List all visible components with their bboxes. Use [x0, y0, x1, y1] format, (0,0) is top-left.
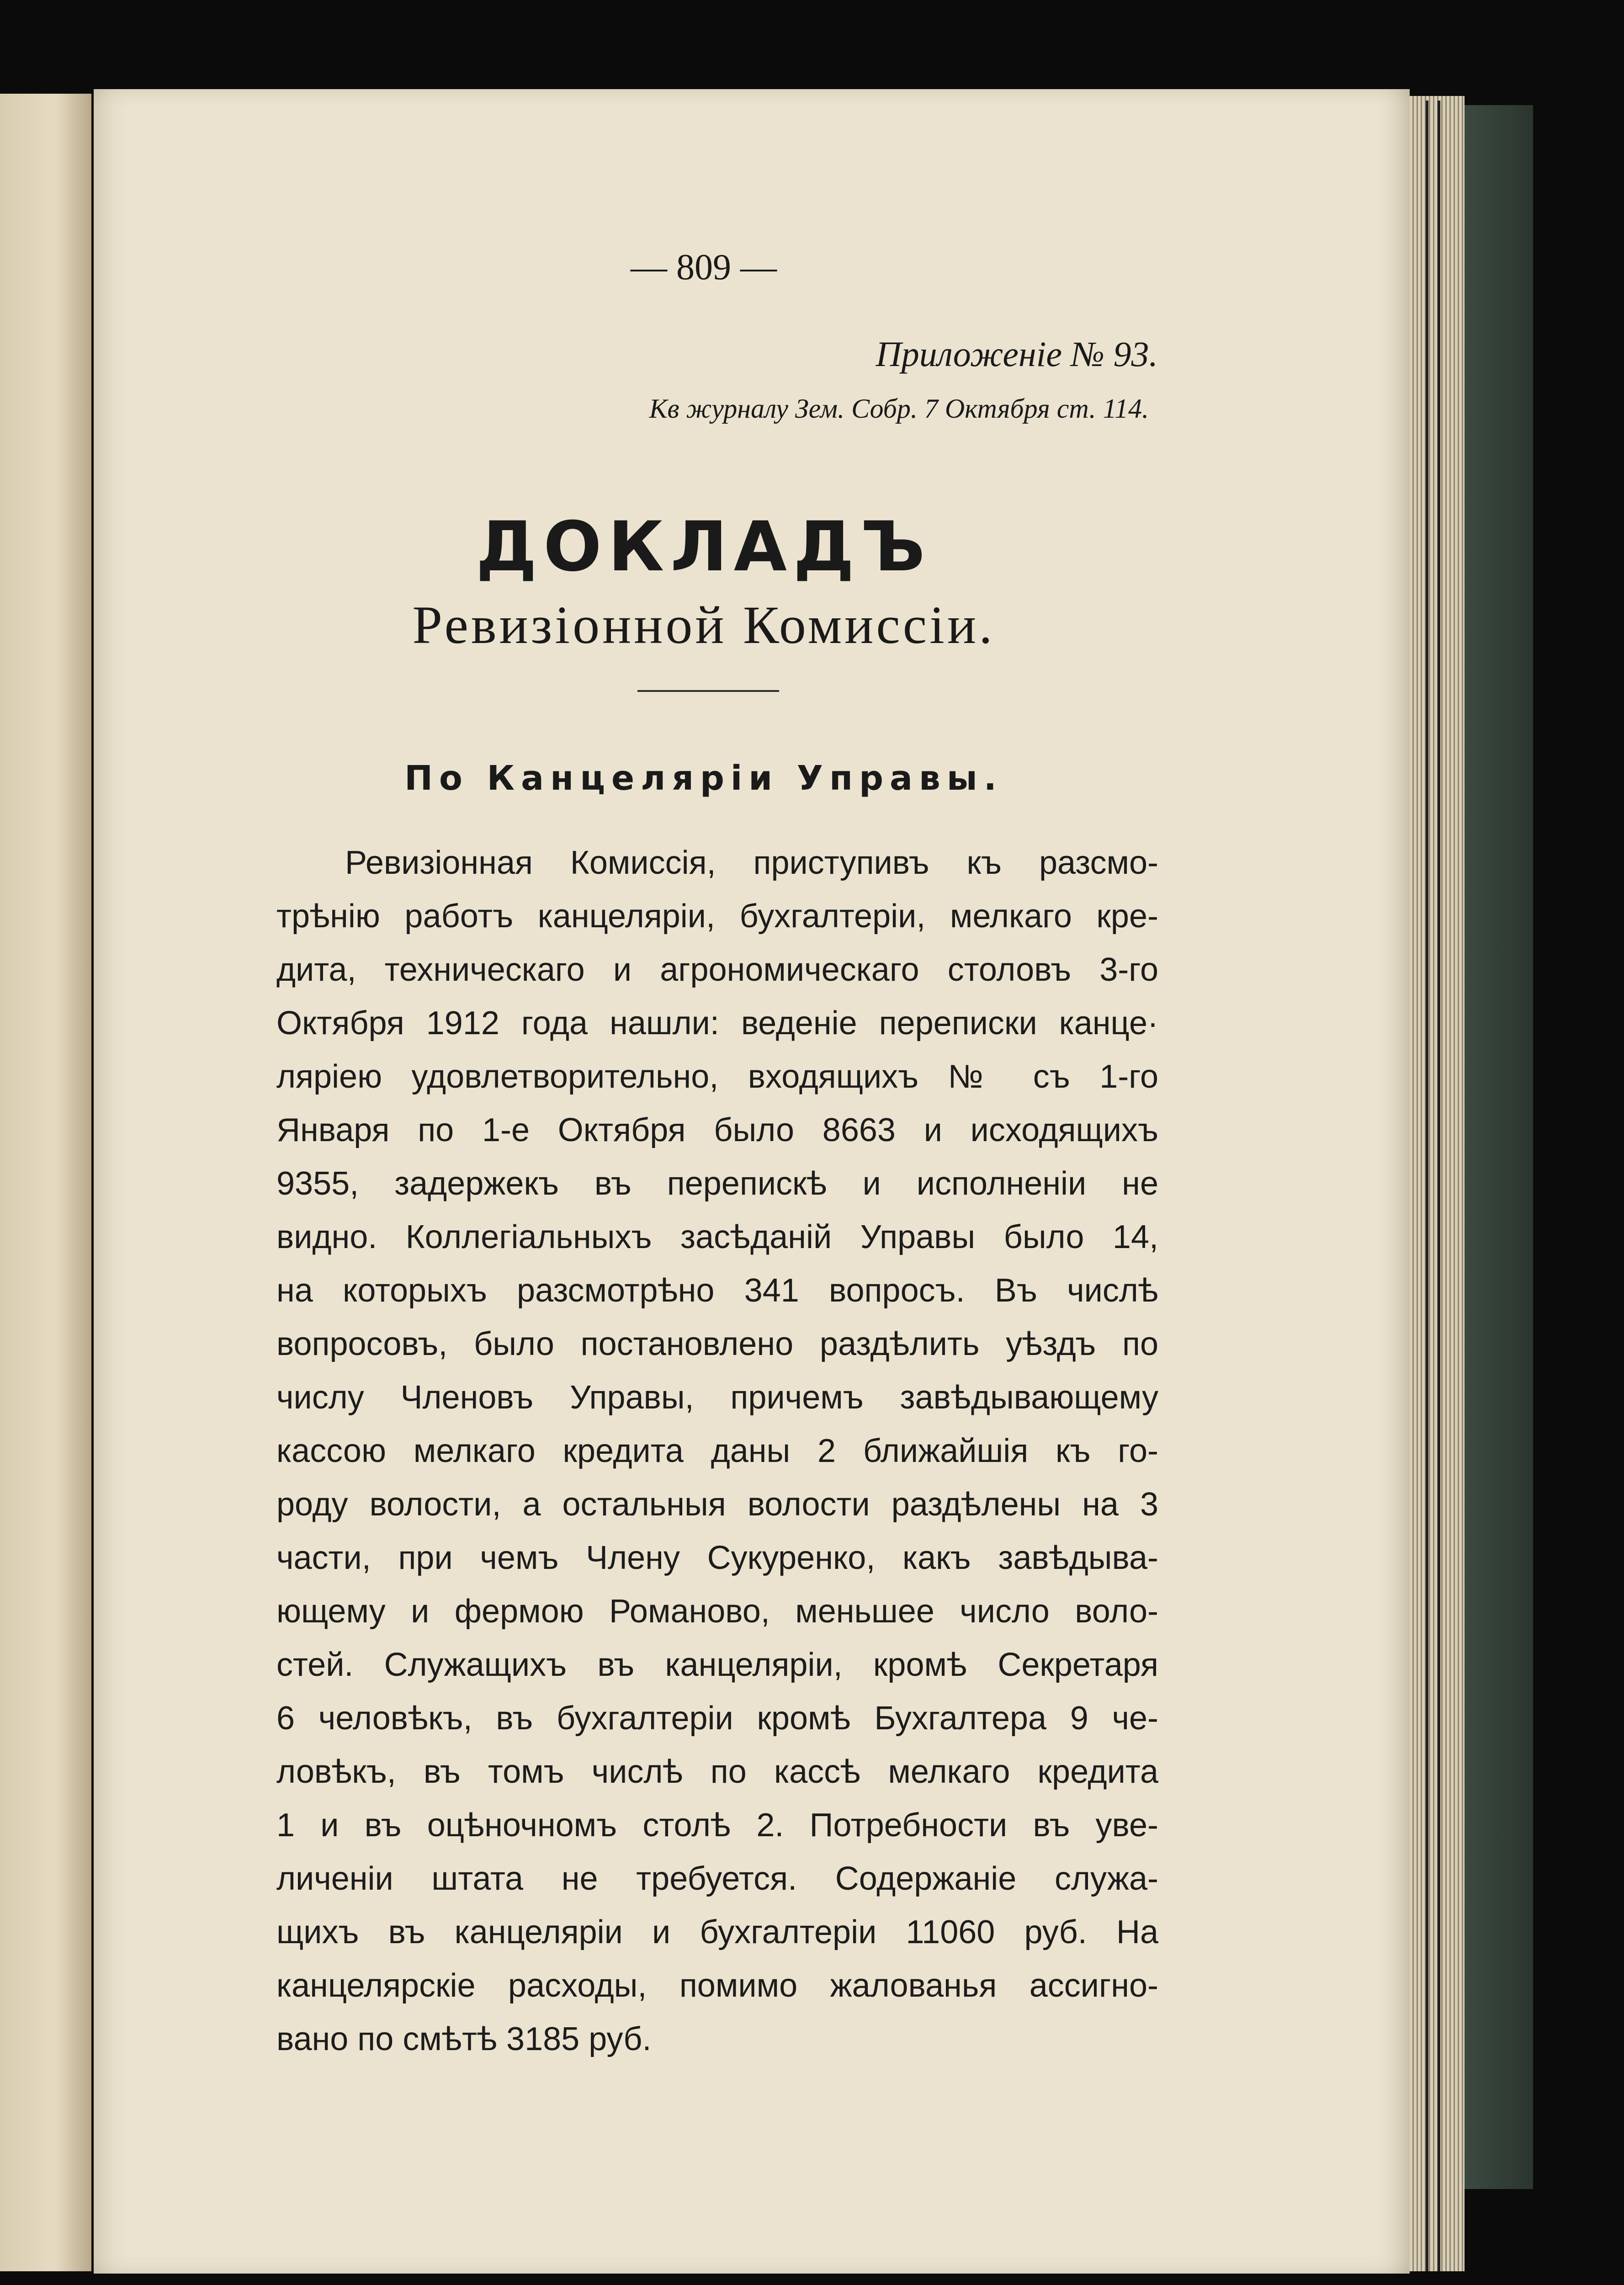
paragraph-line: вопросовъ, было постановлено раздѣлить уѣздъ по: [276, 1326, 1158, 1362]
report-subtitle: Ревизіонной Комиссіи.: [412, 595, 995, 655]
body-paragraph: [276, 836, 1158, 2066]
paragraph-line: ляріею удовлетворительно, входящихъ № съ 1-го: [276, 1058, 1158, 1095]
paragraph-line: 9355, задержекъ въ перепискѣ и исполненіи не: [276, 1165, 1158, 1202]
left-facing-page: [0, 94, 91, 2271]
paragraph-line: части, при чемъ Члену Сукуренко, какъ завѣдыва-: [276, 1540, 1158, 1576]
report-title: ДОКЛАДЪ: [476, 507, 932, 587]
paragraph-line: числу Членовъ Управы, причемъ завѣдывающему: [276, 1379, 1158, 1416]
title-divider: [637, 690, 779, 692]
paragraph-line: дита, техническаго и агрономическаго столовъ 3-го: [276, 951, 1158, 988]
paragraph-line: канцелярскіе расходы, помимо жалованья ассигно-: [276, 1967, 1158, 2004]
page-edge-lines: [1426, 101, 1440, 2271]
paragraph-line: 1 и въ оцѣночномъ столѣ 2. Потребности въ уве-: [276, 1807, 1158, 1844]
paragraph-line: ловѣкъ, въ томъ числѣ по кассѣ мелкаго кредита: [276, 1754, 1158, 1790]
paragraph-line: кассою мелкаго кредита даны 2 ближайшія къ го-: [276, 1433, 1158, 1469]
section-heading: По Канцеляріи Управы.: [404, 759, 1003, 798]
paragraph-line: на которыхъ разсмотрѣно 341 вопросъ. Въ числѣ: [276, 1272, 1158, 1309]
paragraph-line: роду волости, а остальныя волости раздѣлены на 3: [276, 1486, 1158, 1523]
paragraph-line: личеніи штата не требуется. Содержаніе служа-: [276, 1860, 1158, 1897]
paragraph-line: вано по смѣтѣ 3185 руб.: [276, 2021, 652, 2057]
paragraph-line: трѣнію работъ канцеляріи, бухгалтеріи, мелкаго кре-: [276, 898, 1158, 935]
journal-reference: Кв журналу Зем. Собр. 7 Октября ст. 114.: [649, 393, 1149, 424]
paragraph-line: ющему и фермою Романово, меньшее число воло-: [276, 1593, 1158, 1630]
book-cover: [1465, 105, 1533, 2189]
paragraph-line: 6 человѣкъ, въ бухгалтеріи кромѣ Бухгалтера 9 че-: [276, 1700, 1158, 1737]
paragraph-line: щихъ въ канцеляріи и бухгалтеріи 11060 руб. На: [276, 1914, 1158, 1950]
page-number: — 809 —: [631, 247, 777, 287]
paragraph-line: Января по 1-е Октября было 8663 и исходящихъ: [276, 1112, 1158, 1148]
appendix-label: Приложеніе № 93.: [876, 334, 1158, 374]
paragraph-line: Октября 1912 года нашли: веденіе переписки канце·: [276, 1005, 1158, 1042]
paragraph-line: Ревизіонная Комиссія, приступивъ къ разсмо-: [345, 845, 1158, 881]
paragraph-line: стей. Служащихъ въ канцеляріи, кромѣ Секретаря: [276, 1647, 1158, 1683]
paragraph-line: видно. Коллегіальныхъ засѣданій Управы было 14,: [276, 1219, 1158, 1255]
